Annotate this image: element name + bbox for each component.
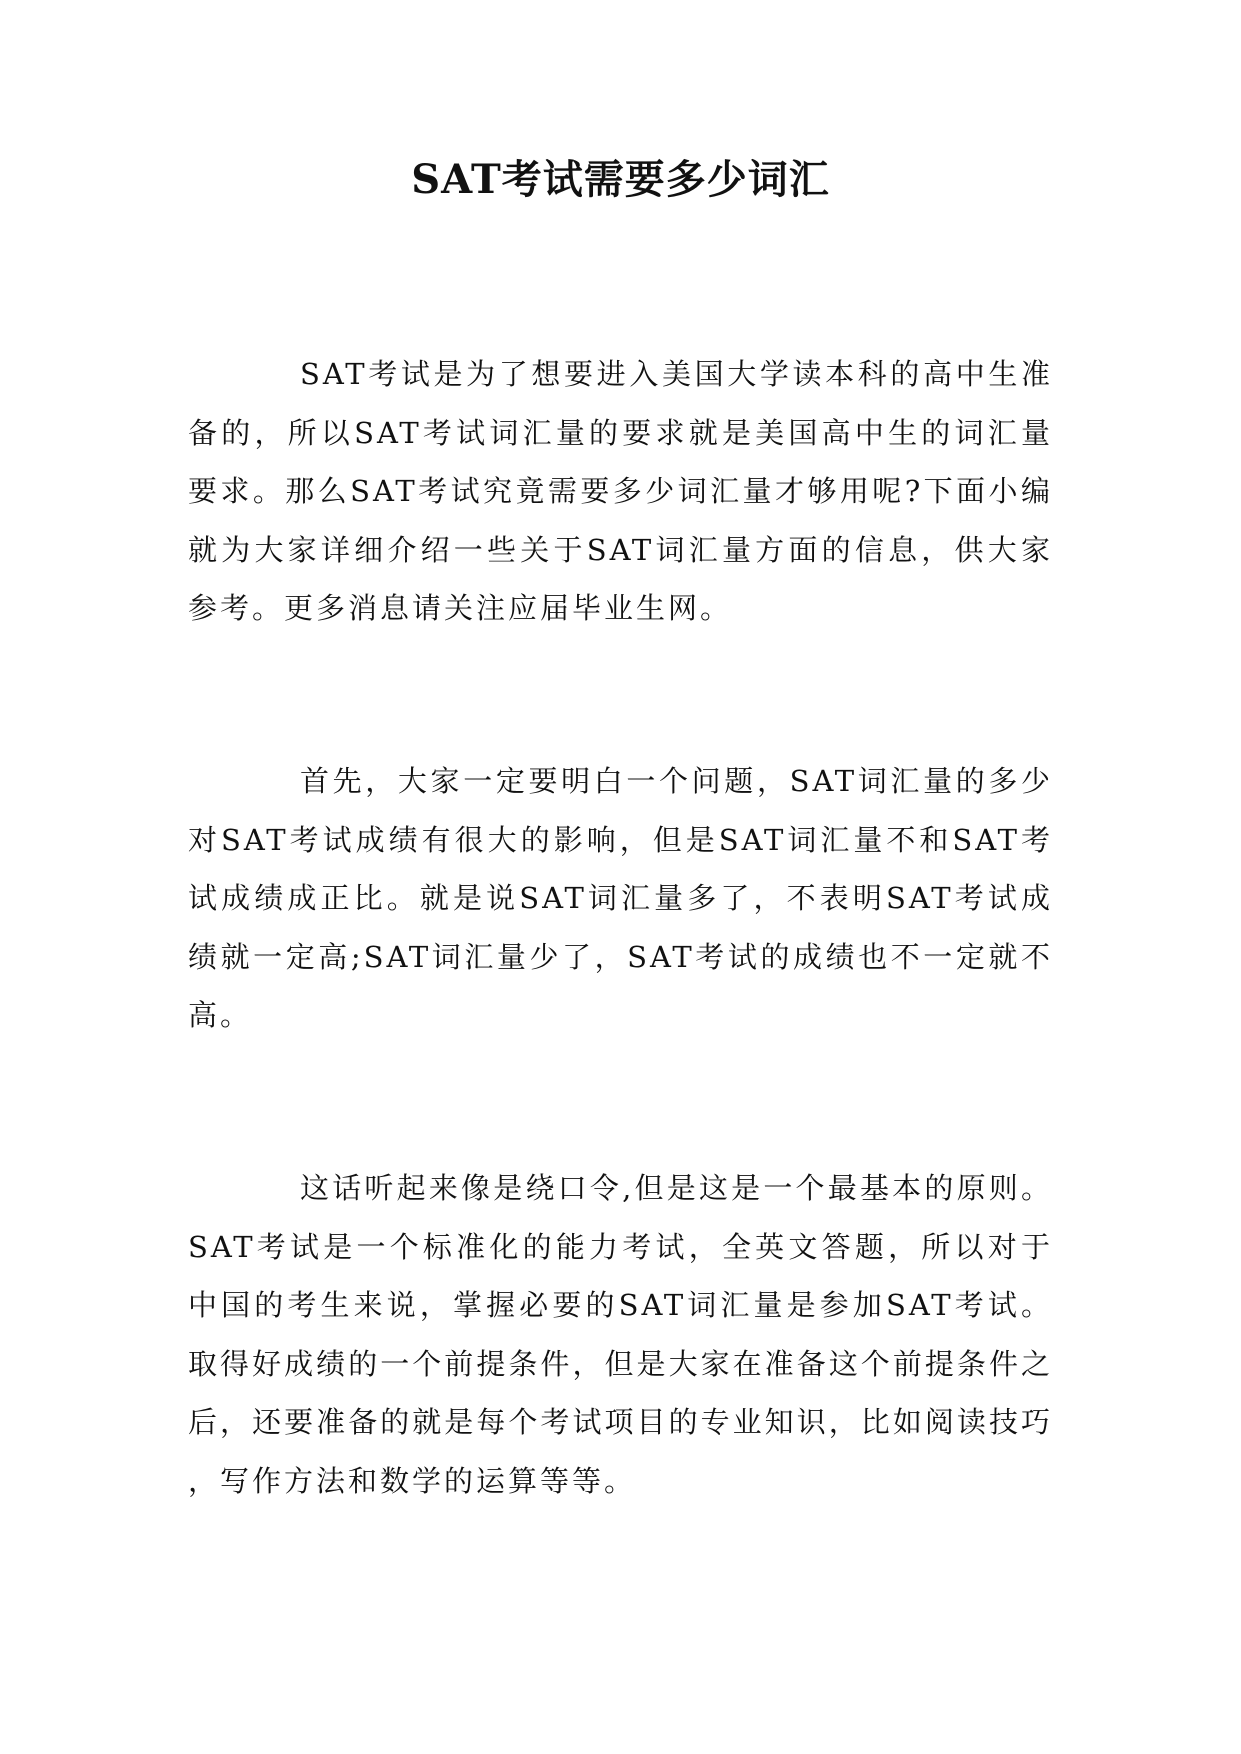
paragraph-1: SAT考试是为了想要进入美国大学读本科的高中生准备的，所以SAT考试词汇量的要求就是美国高中生的词汇量要求。那么SAT考试究竟需要多少词汇量才够用呢?下面小编就为大家详细介绍一些关于SAT词汇量方面的信息，供大家参考。更多消息请关注应届毕业生网。 [188,357,1053,625]
paragraph-2: 首先，大家一定要明白一个问题，SAT词汇量的多少对SAT考试成绩有很大的影响，但是SAT词汇量不和SAT考试成绩成正比。就是说SAT词汇量多了，不表明SAT考试成绩就一定高;SAT词汇量少了，SAT考试的成绩也不一定就不高。 [188,764,1053,1032]
page-title: SAT考试需要多少词汇 [411,156,830,203]
paragraph-3: 这话听起来像是绕口令,但是这是一个最基本的原则。SAT考试是一个标准化的能力考试，全英文答题，所以对于中国的考生来说，掌握必要的SAT词汇量是参加SAT考试。取得好成绩的一个前提条件，但是大家在准备这个前提条件之后，还要准备的就是每个考试项目的专业知识，比如阅读技巧，写作方法和数学的运算等等。 [188,1171,1053,1498]
